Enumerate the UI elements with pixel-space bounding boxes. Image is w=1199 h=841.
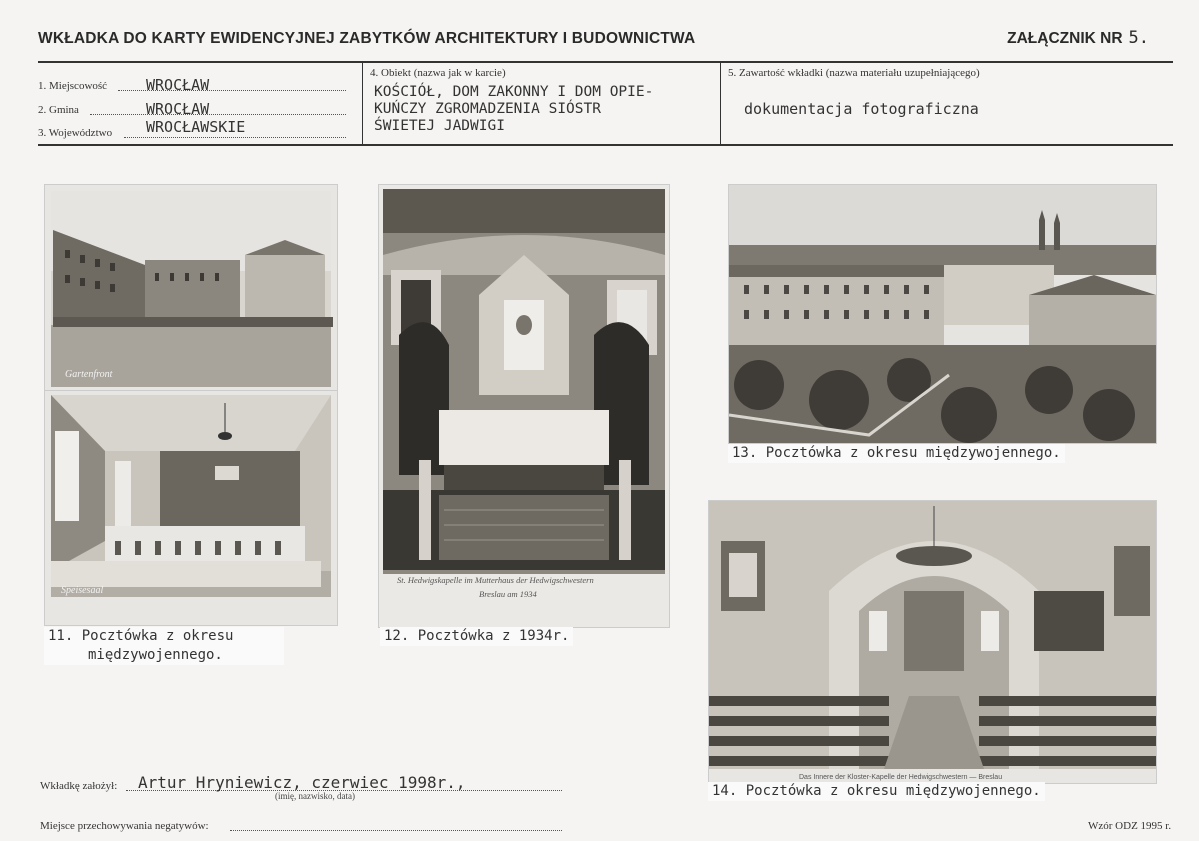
caption-11-line-2: międzywojennego. [88, 647, 223, 663]
caption-13: 13. Pocztówka z okresu międzywojennego. [728, 444, 1065, 463]
photo-11-bottom-label: Speisesaal [61, 585, 104, 596]
object-value-line-3: ŚWIETEJ JADWIGI [374, 118, 505, 134]
negatives-dots [230, 830, 562, 831]
author-hint: (imię, nazwisko, data) [275, 791, 355, 801]
voivodeship-value: WROCŁAWSKIE [146, 118, 246, 136]
annex-label-text: ZAŁĄCZNIK NR [1007, 30, 1123, 47]
commune-label: 2. Gmina [38, 104, 79, 116]
voivodeship-label: 3. Województwo [38, 127, 113, 139]
caption-11 [44, 627, 284, 665]
object-label: 4. Obiekt (nazwa jak w karcie) [370, 67, 506, 79]
form-code: Wzór ODZ 1995 r. [1088, 820, 1172, 832]
photo-12-print-line-2: Breslau am 1934 [479, 589, 537, 599]
photo-12-altar [378, 184, 670, 628]
author-value: Artur Hryniewicz, czerwiec 1998r., [138, 773, 466, 792]
photo-14-chapel-interior [708, 500, 1157, 784]
locality-value: WROCŁAW [146, 76, 210, 94]
voivodeship-dots [124, 137, 346, 138]
photo-11-gartenfront [44, 184, 338, 392]
negatives-label: Miejsce przechowywania negatywów: [40, 820, 209, 832]
photo-12-altar-image [379, 185, 669, 627]
photo-11-speisesaal [44, 390, 338, 626]
photo-14-chapel-interior-image [709, 501, 1156, 783]
caption-14: 14. Pocztówka z okresu międzywojennego. [708, 782, 1045, 801]
object-value-line-2: KUŃCZY ZGROMADZENIA SIÓSTR [374, 101, 601, 117]
commune-value: WROCŁAW [146, 100, 210, 118]
contents-value: dokumentacja fotograficzna [744, 100, 979, 118]
contents-label: 5. Zawartość wkładki (nazwa materiału uzupełniającego) [728, 67, 980, 79]
author-label: Wkładkę założył: [40, 780, 118, 792]
photo-11-top-label: Gartenfront [65, 369, 113, 380]
photo-13-aerial-view [728, 184, 1157, 444]
column-divider-2 [720, 63, 721, 145]
column-divider-1 [362, 63, 363, 145]
photo-12-print-line-1: St. Hedwigskapelle im Mutterhaus der Hedwigschwestern [397, 575, 594, 585]
photo-14-print-line: Das Innere der Kloster-Kapelle der Hedwigschwestern — Breslau [799, 774, 1003, 781]
annex-label [1007, 28, 1149, 48]
header-rule-top [38, 61, 1173, 63]
annex-number: 5. [1128, 28, 1149, 48]
photo-11-gartenfront-image [45, 185, 337, 391]
photo-13-aerial-view-image [729, 185, 1156, 443]
object-value-line-1: KOŚCIÓŁ, DOM ZAKONNY I DOM OPIE- [374, 84, 654, 100]
commune-dots [90, 114, 346, 115]
header-rule-bottom [38, 144, 1173, 146]
object-value [374, 84, 653, 135]
caption-12: 12. Pocztówka z 1934r. [380, 627, 573, 646]
locality-label: 1. Miejscowość [38, 80, 108, 92]
caption-11-line-1: 11. Pocztówka z okresu [48, 628, 234, 644]
photo-11-speisesaal-image [45, 391, 337, 625]
page-title: WKŁADKA DO KARTY EWIDENCYJNEJ ZABYTKÓW ARCHITEKTURY I BUDOWNICTWA [38, 30, 696, 47]
